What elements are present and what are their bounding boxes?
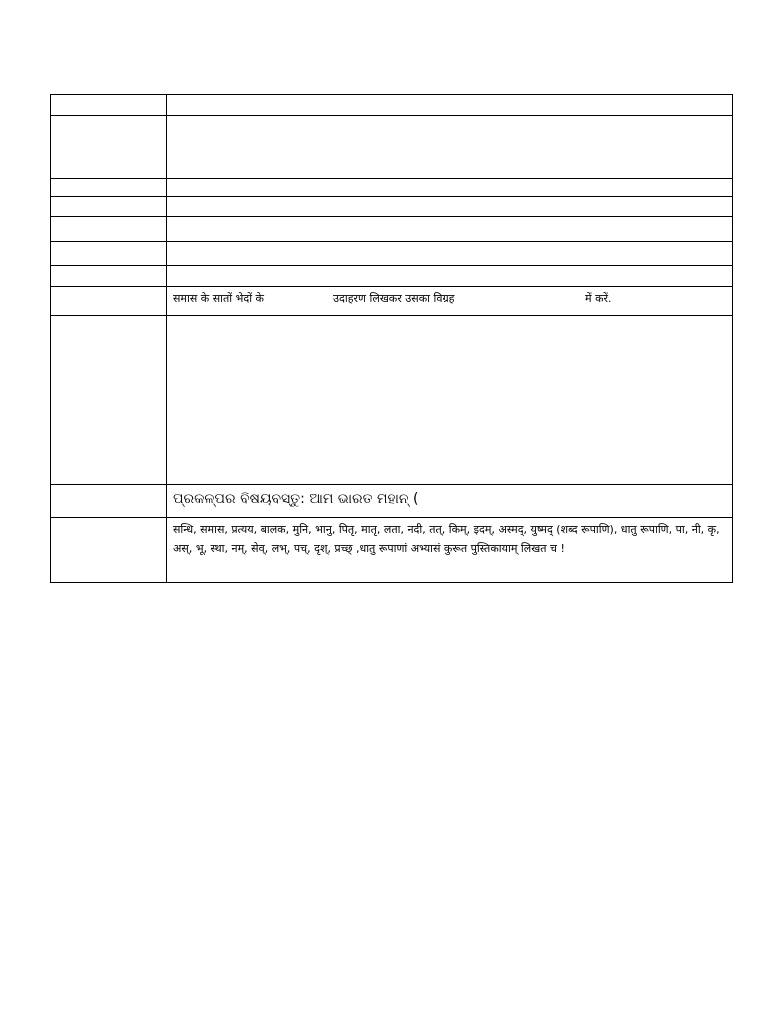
table-row	[51, 287, 733, 316]
table-row	[51, 95, 733, 116]
worksheet-table	[50, 94, 733, 583]
worksheet-page	[50, 94, 733, 583]
table-row	[51, 179, 733, 197]
content-cell	[167, 116, 733, 179]
label-cell	[51, 197, 167, 217]
table-row	[51, 518, 733, 583]
table-row	[51, 217, 733, 242]
project-heading: ପ୍ରକଳ୍ପର ବିଷୟବସ୍ତୁ: ଆମ ଭାରତ ମହାନ୍ (	[173, 491, 419, 507]
table-row	[51, 485, 733, 518]
content-cell	[167, 95, 733, 116]
table-row	[51, 242, 733, 266]
label-cell	[51, 485, 167, 518]
label-cell	[51, 242, 167, 266]
table-row	[51, 116, 733, 179]
answer-area-cell	[167, 316, 733, 485]
label-cell	[51, 316, 167, 485]
samas-task-part-3: में करें.	[585, 292, 612, 305]
table-row	[51, 266, 733, 287]
table-row	[51, 197, 733, 217]
samas-task-part-1: समास के सातों भेदों के	[173, 292, 265, 305]
samas-task-cell	[167, 287, 733, 316]
project-heading-cell	[167, 485, 733, 518]
project-task-cell	[167, 518, 733, 583]
table-row	[51, 316, 733, 485]
label-cell	[51, 179, 167, 197]
label-cell	[51, 287, 167, 316]
label-cell	[51, 116, 167, 179]
content-cell	[167, 179, 733, 197]
content-cell	[167, 242, 733, 266]
samas-task-line	[173, 287, 726, 315]
label-cell	[51, 266, 167, 287]
content-cell	[167, 217, 733, 242]
label-cell	[51, 95, 167, 116]
content-cell	[167, 266, 733, 287]
label-cell	[51, 217, 167, 242]
content-cell	[167, 197, 733, 217]
label-cell	[51, 518, 167, 583]
project-task-text: सन्धि, समास, प्रत्यय, बालक, मुनि, भानु, पितृ, मातृ, लता, नदी, तत्, किम्, इदम्, अस्मद्, युष्मद् (शब्द रूपाणि), धातु रूपाणि, पा, नी, कृ, अस्, भू, स्था, नम्, सेव्, लभ्, पच्, दृश्, प्रच्छ् ,धातु रूपाणां अभ्यासं कुरूत पुस्तिकायाम् लिखत च !	[173, 523, 720, 555]
samas-task-part-2: उदाहरण लिखकर उसका विग्रह	[333, 292, 455, 305]
